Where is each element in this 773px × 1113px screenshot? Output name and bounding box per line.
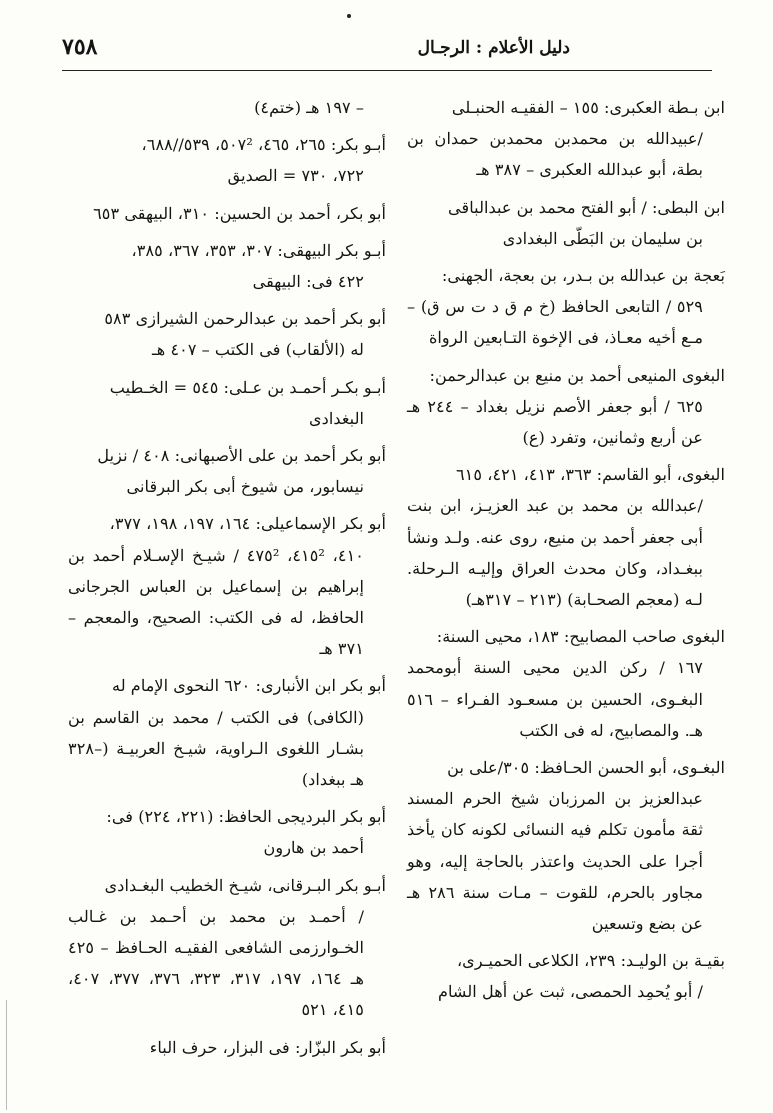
entry-continuation: – ١٩٧ هـ (ختم٤) bbox=[254, 98, 364, 117]
index-entry bbox=[68, 1032, 386, 1063]
entry-heading: أبو بكر البرديجى الحافظ: (٢٢١، ٢٢٤) فى: bbox=[106, 807, 386, 827]
index-entry bbox=[68, 372, 386, 434]
entry-heading: أبو بكر الإسماعيلى: ١٦٤، ١٩٧، ١٩٨، ٣٧٧، bbox=[109, 514, 386, 534]
index-entry bbox=[68, 198, 386, 229]
entry-heading: البغوى، أبو القاسم: ٣٦٣، ٤١٣، ٤٢١، ٦١٥ bbox=[455, 465, 725, 485]
entry-continuation: ٥٢٩ / التابعى الحافظ (خ م ق د ت س ق) – مـع أخيه معـاذ، فى الإخوة التـابعين الرواة bbox=[407, 297, 703, 348]
running-title: دليل الأعلام : الرجـال bbox=[417, 38, 570, 58]
entry-heading: أبـو بكـر أحمـد بن عـلى: ٥٤٥ = الخـطيب bbox=[109, 377, 386, 397]
entry-continuation: ٧٢٢، ٧٣٠ = الصديق bbox=[227, 166, 364, 186]
index-entry bbox=[407, 621, 725, 746]
entry-heading: ابن بـطة العكبرى: ١٥٥ – الفقيـه الحنبـلى bbox=[451, 98, 725, 117]
entry-continuation: البغدادى bbox=[309, 408, 364, 428]
index-entry bbox=[68, 235, 386, 297]
page-header bbox=[62, 30, 710, 70]
index-entry bbox=[407, 945, 725, 1007]
entry-heading: أبو بكر ابن الأنبارى: ٦٢٠ النحوى الإمام له bbox=[112, 676, 386, 696]
entry-continuation: بن سليمان بن البَطّى البغدادى bbox=[502, 228, 703, 248]
entry-heading: أبو بكر البزّار: فى البزار، حرف الباء bbox=[149, 1037, 386, 1057]
index-entry bbox=[68, 92, 386, 123]
index-entry bbox=[407, 459, 725, 615]
entry-continuation: /عبدالله بن محمد بن عبد العزيـز، ابن بنت أبى جعفر أحمد بن منيع، روى عنه. ولـد ونشأ ببغـداد، وكان محدث العراق وإليـه الـرحلة. لـه (معجم الصحـابة) (٢١٣ – ٣١٧هـ) bbox=[407, 496, 703, 610]
entry-continuation: ١٦٧ / ركن الدين محيى السنة أبومحمد البغـوى، الحسين بن مسعـود الفـراء – ٥١٦ هـ. والمصابيح، له فى الكتب bbox=[407, 658, 703, 740]
left-column bbox=[68, 92, 386, 1069]
index-entry bbox=[68, 508, 386, 664]
entry-continuation: / أحمـد بن محمد بن أحـمد بن غـالب الخـوارزمى الشافعى الفقيـه الحـافظ – ٤٢٥ هـ ١٦٤، ١٩٧، ٣١٧، ٣٢٣، ٣٧٦، ٣٧٧، ٤٠٧، ٤١٥، ٥٢١ bbox=[68, 906, 365, 1020]
entry-heading: بَعجة بن عبدالله بن بـدر، بن بعجة، الجهنى: bbox=[441, 266, 725, 286]
entry-continuation: / أبو يُحمِد الحمصى، ثبت عن أهل الشام bbox=[437, 982, 703, 1002]
entry-continuation: (الكافى) فى الكتب / محمد بن القاسم بن بشـار اللغوى الـراوية، شيـخ العربيـة (–٣٢٨ هـ ببغداد) bbox=[68, 707, 364, 790]
entry-continuation: نيسابور، من شيوخ أبى بكر البرقانى bbox=[126, 477, 364, 497]
index-entry bbox=[68, 303, 386, 365]
index-entry bbox=[407, 92, 725, 186]
index-entry bbox=[407, 752, 725, 939]
index-entry bbox=[407, 260, 725, 354]
entry-continuation: ٤٢٢ فى: البيهقى bbox=[252, 272, 364, 292]
entry-heading: أبـو بكر البـرقانى، شيـخ الخطيب البغـدادى bbox=[104, 875, 386, 895]
index-entry bbox=[68, 129, 386, 191]
page-number: ٧٥٨ bbox=[62, 34, 98, 60]
index-entry bbox=[68, 440, 386, 502]
entry-continuation: /عبيدالله بن محمدبن محمدبن حمدان بن بطة، أبو عبدالله العكبرى – ٣٨٧ هـ bbox=[407, 129, 703, 180]
entry-continuation: أحمد بن هارون bbox=[263, 838, 364, 858]
entry-continuation: له (الألقاب) فى الكتب – ٤٠٧ هـ bbox=[152, 340, 364, 360]
entry-heading: البغـوى، أبو الحسن الحـافظ: ٣٠٥/على بن bbox=[447, 758, 725, 778]
entry-heading: بقيـة بن الوليـد: ٢٣٩، الكلاعى الحميـرى، bbox=[456, 951, 725, 971]
entry-heading: ابن البطى: / أبو الفتح محمد بن عبدالباقى bbox=[448, 197, 725, 217]
index-entry bbox=[68, 670, 386, 795]
right-column bbox=[407, 92, 725, 1014]
entry-heading: أبـو بكر: ٢٦٥، ٤٦٥، ٥٠٧²، ٥٣٩//٦٨٨، bbox=[141, 135, 386, 155]
entry-heading: أبو بكر أحمد بن عبدالرحمن الشيرازى ٥٨٣ bbox=[104, 309, 386, 329]
index-entry bbox=[68, 870, 386, 1026]
entry-continuation: عبدالعزيز بن المرزبان شيخ الحرم المسند ثقة مأمون تكلم فيه النسائى لكونه كان يأخذ أجرا على الحديث واعتذر بالحاجة إليه، وهو مجاور بالحرم، للقوت – مـات سنة ٢٨٦ هـ عن بضع وتسعين bbox=[407, 789, 703, 934]
index-entry bbox=[68, 801, 386, 863]
index-entry bbox=[407, 360, 725, 454]
header-rule bbox=[62, 70, 712, 71]
entry-continuation: ٤١٠، ٤١٥²، ٤٧٥² / شيـخ الإسـلام أحمد بن إبراهيم بن إسماعيل بن العباس الجرجانى الحافظ، له فى الكتب: الصحيح، والمعجم – ٣٧١ هـ bbox=[68, 545, 364, 659]
entry-heading: أبـو بكر البيهقى: ٣٠٧، ٣٥٣، ٣٦٧، ٣٨٥، bbox=[131, 240, 386, 260]
index-entry bbox=[407, 192, 725, 254]
margin-line bbox=[6, 1000, 8, 1110]
entry-heading: أبو بكر، أحمد بن الحسين: ٣١٠، البيهقى ٦٥٣ bbox=[93, 203, 386, 223]
top-dot-mark bbox=[347, 14, 351, 18]
entry-heading: البغوى صاحب المصابيح: ١٨٣، محيى السنة: bbox=[436, 627, 725, 647]
entry-heading: أبو بكر أحمد بن على الأصبهانى: ٤٠٨ / نزيل bbox=[97, 446, 386, 466]
entry-heading: البغوى المنيعى أحمد بن منيع بن عبدالرحمن: bbox=[429, 365, 725, 385]
entry-continuation: ٦٢٥ / أبو جعفر الأصم نزيل بغداد – ٢٤٤ هـ عن أربع وثمانين، وتفرد (ع) bbox=[407, 396, 703, 448]
